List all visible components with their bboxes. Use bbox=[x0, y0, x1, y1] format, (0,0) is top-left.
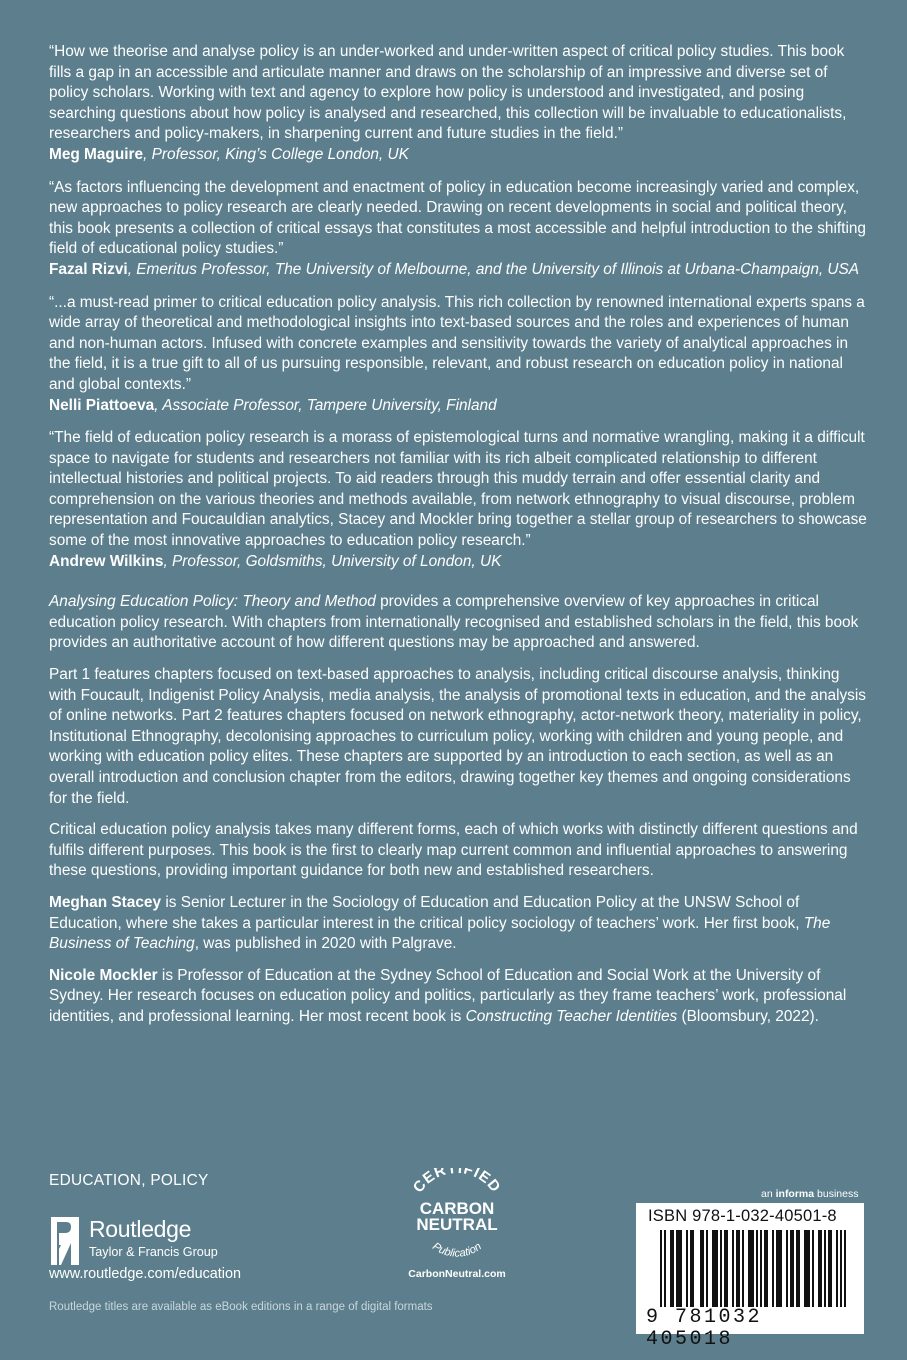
barcode-bar bbox=[748, 1230, 750, 1308]
barcode-bar bbox=[716, 1230, 718, 1308]
barcode-bar bbox=[818, 1230, 820, 1308]
endorsement-attribution bbox=[49, 552, 869, 573]
barcode-bar bbox=[786, 1230, 788, 1308]
description-intro: Analysing Education Policy: Theory and Method provides a comprehensive overview of key approaches in critical education policy research. With chapters from internationally recognised and established scholars in the field, this book provides an authoritative account of how different questions may be approached and answered. bbox=[49, 593, 859, 652]
author-name: Nicole Mockler bbox=[49, 966, 158, 984]
endorsement-attribution bbox=[49, 396, 869, 417]
barcode-bar bbox=[672, 1230, 674, 1308]
subject-categories: EDUCATION, POLICY bbox=[49, 1172, 209, 1189]
routledge-r-icon bbox=[49, 1215, 81, 1267]
carbon-neutral-logo bbox=[392, 1168, 522, 1268]
author-name: Meghan Stacey bbox=[49, 893, 162, 911]
barcode-bar bbox=[772, 1230, 774, 1308]
barcode-bar bbox=[726, 1230, 728, 1308]
barcode-bar bbox=[796, 1230, 798, 1308]
barcode-bar bbox=[766, 1230, 768, 1308]
carbon-main-1: CARBON bbox=[419, 1199, 495, 1218]
ebook-note: Routledge titles are available as eBook editions in a range of digital formats bbox=[49, 1301, 433, 1313]
isbn-label: ISBN 978-1-032-40501-8 bbox=[648, 1207, 837, 1225]
barcode-bar bbox=[824, 1230, 826, 1308]
endorser-role: , Professor, King’s College London, UK bbox=[143, 145, 409, 163]
barcode-bar bbox=[686, 1230, 688, 1308]
isbn-digits: 9 781032 405018 bbox=[642, 1307, 858, 1329]
endorsement-quote: “How we theorise and analyse policy is an under-worked and under-written aspect of critical policy studies. This book fills a gap in an accessible and articulate manner and draws on the scholarship of an impressive and diverse set of policy scholars. Working with text and agency to explore how policy is understood and investigated, and posing searching questions about how policy is analysed and researched, this collection will be invaluable to educationalists, researchers and policy-makers, in sharpening current and future studies in the field.” bbox=[49, 43, 847, 143]
endorser-role: , Professor, Goldsmiths, University of London, UK bbox=[163, 552, 502, 570]
endorsement-attribution bbox=[49, 145, 869, 166]
barcode-bar bbox=[714, 1230, 716, 1308]
barcode-bar bbox=[804, 1230, 806, 1308]
publisher-website[interactable]: www.routledge.com/education bbox=[49, 1266, 241, 1282]
barcode-bar bbox=[732, 1230, 734, 1308]
barcode-bar bbox=[702, 1230, 704, 1308]
barcode-bar bbox=[828, 1230, 830, 1308]
barcode-bar bbox=[738, 1230, 740, 1308]
endorsement bbox=[49, 42, 869, 166]
barcode-bar bbox=[692, 1230, 694, 1308]
book-title: Analysing Education Policy: Theory and Method bbox=[49, 593, 376, 611]
endorsement-quote: “As factors influencing the development and enactment of policy in education become increasingly varied and complex, new approaches to policy research are clearly needed. Drawing on recent developments in social and political theory, this book presents a collection of critical essays that constitutes a most accessible and helpful introduction to the shifting field of educational policy studies.” bbox=[49, 178, 866, 258]
endorsement bbox=[49, 178, 869, 281]
back-cover-text bbox=[49, 42, 869, 1039]
barcode-bar bbox=[700, 1230, 702, 1308]
carbon-neutral-badge bbox=[392, 1168, 522, 1288]
author-bio-mockler: Nicole Mockler is Professor of Education at the Sydney School of Education and Social Work at the University of Sydney. Her research focuses on education policy and politics, particularly as they frame teachers’ work, professional identities, and professional learning. Her most recent book is Constructing Teacher Identities (Bloomsbury, 2022). bbox=[49, 966, 847, 1025]
barcode-bar bbox=[724, 1230, 726, 1308]
barcode-bar bbox=[760, 1230, 762, 1308]
barcode-bar bbox=[780, 1230, 782, 1308]
description-parts: Part 1 features chapters focused on text-based approaches to analysis, including critical discourse analysis, thinking with Foucault, Indigenist Policy Analysis, media analysis, the analysis of promotional texts in education, and the analysis of online networks. Part 2 features chapters focused on network ethnography, actor-network theory, materiality in policy, Institutional Ethnography, decolonising approaches to curriculum policy, working with children and young people, and working with education policy elites. These chapters are supported by an introduction to each section, as well as an overall introduction and conclusion chapter from the editors, drawing together key themes and ongoing considerations for the field. bbox=[49, 666, 866, 807]
barcode-bar bbox=[690, 1230, 692, 1308]
publisher-logo bbox=[49, 1215, 279, 1265]
barcode-bar bbox=[790, 1230, 792, 1308]
barcode-bar bbox=[678, 1230, 680, 1308]
barcode-bar bbox=[776, 1230, 778, 1308]
barcode-bar bbox=[820, 1230, 822, 1308]
barcode-bar bbox=[676, 1230, 678, 1308]
carbon-website: CarbonNeutral.com bbox=[408, 1268, 506, 1280]
endorsement-attribution bbox=[49, 260, 869, 281]
svg-text:Publication bbox=[430, 1240, 484, 1259]
barcode-bar bbox=[764, 1230, 766, 1308]
informa-tagline: an informa business bbox=[761, 1188, 859, 1200]
svg-text:CERTIFIED bbox=[410, 1168, 504, 1196]
barcode-bar bbox=[670, 1230, 672, 1308]
barcode-bar bbox=[720, 1230, 722, 1308]
barcode-bar bbox=[792, 1230, 794, 1308]
endorser-name: Fazal Rizvi bbox=[49, 260, 128, 278]
author-book-title: The Business of Teaching bbox=[49, 914, 831, 953]
author-book-title: Constructing Teacher Identities bbox=[465, 1007, 678, 1025]
endorser-name: Andrew Wilkins bbox=[49, 552, 164, 570]
publisher-name: Routledge bbox=[89, 1216, 192, 1242]
barcode-bar bbox=[798, 1230, 800, 1308]
publisher-group: Taylor & Francis Group bbox=[89, 1245, 218, 1259]
endorser-name: Nelli Piattoeva bbox=[49, 396, 155, 414]
barcode-bar bbox=[830, 1230, 832, 1308]
barcode-bar bbox=[808, 1230, 810, 1308]
endorsements bbox=[49, 42, 869, 572]
author-bio-stacey: Meghan Stacey is Senior Lecturer in the Sociology of Education and Education Policy at the UNSW School of Education, where she takes a particular interest in the critical policy sociology of teachers’ work. Her first book, The Business of Teaching, was published in 2020 with Palgrave. bbox=[49, 893, 831, 953]
informa-brand: informa bbox=[775, 1188, 815, 1200]
barcode-bar bbox=[712, 1230, 714, 1308]
barcode-bar bbox=[806, 1230, 808, 1308]
barcode-bar bbox=[736, 1230, 738, 1308]
endorsement bbox=[49, 428, 869, 572]
carbon-top-text: CERTIFIED bbox=[409, 1168, 505, 1197]
endorser-role: , Emeritus Professor, The University of Melbourne, and the University of Illinois at Urbana-Champaign, USA bbox=[127, 260, 860, 278]
endorsement-quote: “...a must-read primer to critical education policy analysis. This rich collection by renowned international experts spans a wide array of theoretical and methodological insights into text-based sources and the roles and experiences of human and non-human actors. Infused with concrete examples and sensitivity towards the variety of analytical approaches in the field, it is a true gift to all of us pursuing responsible, relevant, and robust research on education policy in national and global contexts.” bbox=[49, 293, 865, 393]
barcode-bar bbox=[706, 1230, 708, 1308]
barcode-bar bbox=[812, 1230, 814, 1308]
carbon-main-2: NEUTRAL bbox=[416, 1215, 498, 1234]
barcode-bar bbox=[680, 1230, 682, 1308]
endorsement bbox=[49, 293, 869, 417]
barcode-bar bbox=[836, 1230, 838, 1308]
barcode-bar bbox=[778, 1230, 780, 1308]
endorsement-quote: “The field of education policy research is a morass of epistemological turns and normative wrangling, making it a difficult space to navigate for students and researchers not familiar with its rich albeit complicated relationship to different intellectual histories and political projects. To aid readers through this muddy terrain and offer essential clarity and comprehension on the various theories and methods available, from network ethnography to visual discourse, problem representation and Foucauldian analytics, Stacey and Mockler bring together a stellar group of researchers to showcase some of the most innovative approaches to education policy research.” bbox=[49, 429, 867, 550]
description-forms: Critical education policy analysis takes many different forms, each of which works with distinctly different questions and fulfils different purposes. This book is the first to clearly map current common and influential approaches to answering these questions, providing important guidance for both new and established researchers. bbox=[49, 821, 858, 880]
isbn-barcode-box bbox=[636, 1203, 864, 1351]
endorser-role: , Associate Professor, Tampere University, Finland bbox=[154, 396, 497, 414]
barcode-bar bbox=[742, 1230, 744, 1308]
carbon-sub-text: Publication bbox=[430, 1240, 484, 1260]
endorser-name: Meg Maguire bbox=[49, 145, 144, 163]
